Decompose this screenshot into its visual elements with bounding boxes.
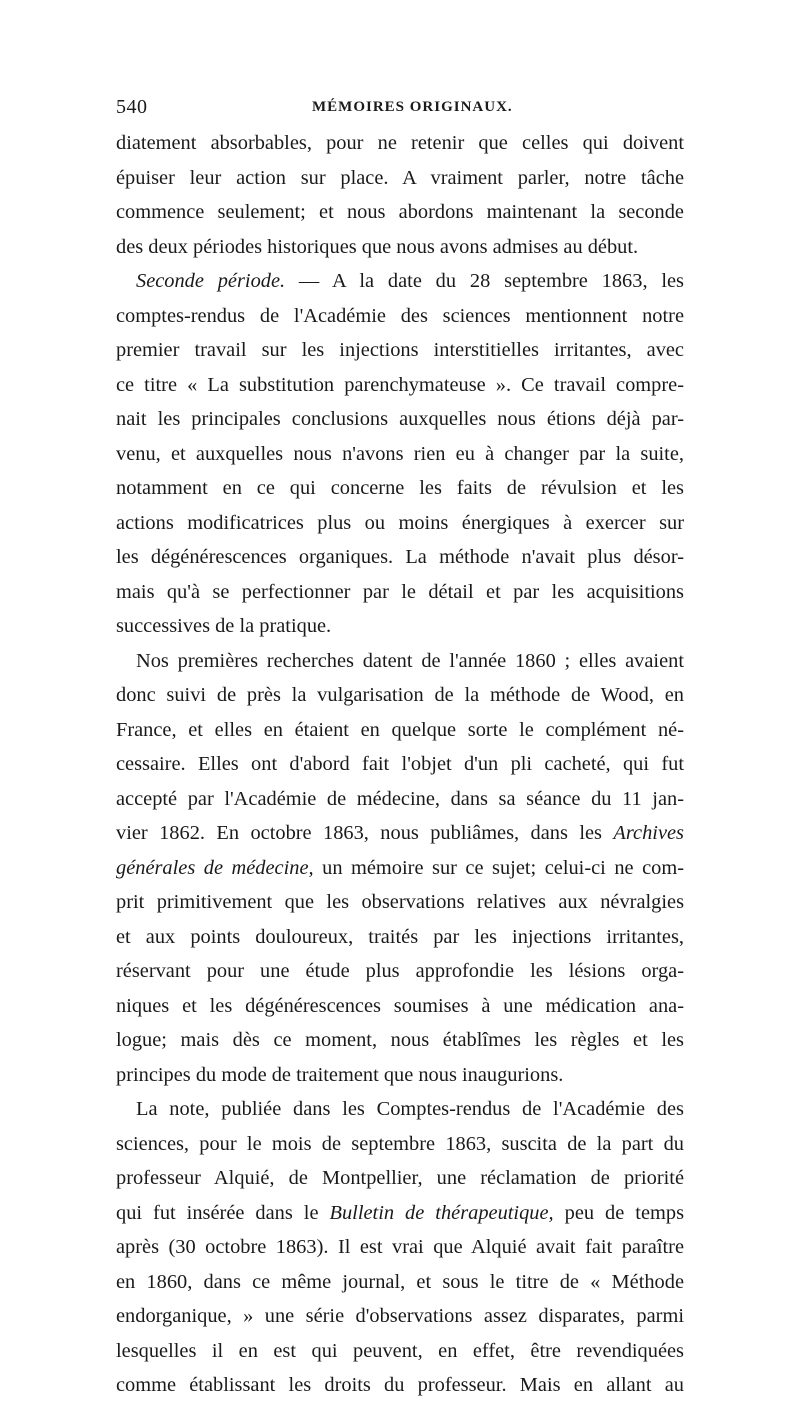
- text-line: principes du mode de traitement que nous inaugurions.: [116, 1063, 564, 1086]
- text-line: sciences, pour le mois de septembre 1863, suscita de la part du: [116, 1132, 684, 1155]
- text-line: logue; mais dès ce moment, nous établîmes les règles et les: [116, 1029, 684, 1051]
- text-line: mais qu'à se perfectionner par le détail et par les acquisitions: [116, 580, 684, 603]
- text-line: diatement absorbables, pour ne retenir que celles qui doivent: [116, 132, 684, 154]
- running-title: MÉMOIRES ORIGINAUX.: [312, 99, 513, 115]
- text-line: des deux périodes historiques que nous avons admises au début.: [116, 235, 639, 258]
- text-segment: peu de temps: [553, 1201, 685, 1224]
- text-line: commence seulement; et nous abordons maintenant la seconde: [116, 201, 684, 223]
- text-line: venu, et auxquelles nous n'avons rien eu à changer par la suite,: [116, 442, 684, 465]
- text-line: épuiser leur action sur place. A vraiment parler, notre tâche: [116, 166, 684, 189]
- text-line: accepté par l'Académie de médecine, dans sa séance du 11 jan-: [116, 787, 684, 810]
- text-line: cessaire. Elles ont d'abord fait l'objet d'un pli cacheté, qui fut: [116, 753, 684, 775]
- text-line: actions modificatrices plus ou moins énergiques à exercer sur: [116, 511, 684, 534]
- text-segment: vier 1862. En octobre 1863, nous publiâmes, dans les: [116, 822, 614, 844]
- text-line: notamment en ce qui concerne les faits de révulsion et les: [116, 477, 684, 499]
- text-line: prit primitivement que les observations relatives aux névralgies: [116, 891, 684, 913]
- text-line: ce titre « La substitution parenchymateuse ». Ce travail compre-: [116, 373, 684, 396]
- text-line: lesquelles il en est qui peuvent, en effet, être revendiquées: [116, 1339, 684, 1362]
- body-text: [116, 126, 684, 1403]
- journal-title-italic: générales de médecine,: [116, 856, 314, 879]
- text-line: donc suivi de près la vulgarisation de la méthode de Wood, en: [116, 684, 684, 706]
- text-segment: qui fut insérée dans le: [116, 1201, 330, 1224]
- text-line: France, et elles en étaient en quelque sorte le complément né-: [116, 718, 684, 741]
- journal-title-italic: Archives: [613, 822, 684, 844]
- journal-title-italic: Bulletin de thérapeutique,: [329, 1201, 554, 1224]
- section-heading-italic: Seconde période.: [136, 270, 286, 292]
- text-line: comme établissant les droits du professeur. Mais en allant au: [116, 1374, 684, 1396]
- running-head: [116, 95, 684, 119]
- text-line: La note, publiée dans les Comptes-rendus de l'Académie des: [136, 1098, 684, 1120]
- text-line: comptes-rendus de l'Académie des sciences mentionnent notre: [116, 304, 684, 327]
- text-line: et aux points douloureux, traités par les injections irritantes,: [116, 925, 684, 948]
- text-line: nait les principales conclusions auxquelles nous étions déjà par-: [116, 408, 684, 430]
- text-line: [116, 816, 684, 851]
- text-line: Nos premières recherches datent de l'année 1860 ; elles avaient: [136, 649, 684, 672]
- text-segment: un mémoire sur ce sujet; celui-ci ne com-: [313, 856, 685, 879]
- text-line: [116, 264, 684, 299]
- page-number: 540: [116, 96, 148, 118]
- text-line: en 1860, dans ce même journal, et sous le titre de « Méthode: [116, 1270, 684, 1293]
- text-line: [116, 1196, 684, 1231]
- text-line: endorganique, » une série d'observations assez disparates, parmi: [116, 1305, 684, 1327]
- text-line: successives de la pratique.: [116, 615, 332, 637]
- text-line: professeur Alquié, de Montpellier, une réclamation de priorité: [116, 1167, 684, 1189]
- text-line: premier travail sur les injections interstitielles irritantes, avec: [116, 339, 684, 361]
- text-line: niques et les dégénérescences soumises à une médication ana-: [116, 994, 684, 1017]
- text-line: les dégénérescences organiques. La méthode n'avait plus désor-: [116, 546, 684, 568]
- text-segment: — A la date du 28 septembre 1863, les: [285, 270, 684, 292]
- text-line: réservant pour une étude plus approfondie les lésions orga-: [116, 960, 684, 982]
- text-line: après (30 octobre 1863). Il est vrai que Alquié avait fait paraître: [116, 1236, 684, 1258]
- text-line: [116, 851, 684, 886]
